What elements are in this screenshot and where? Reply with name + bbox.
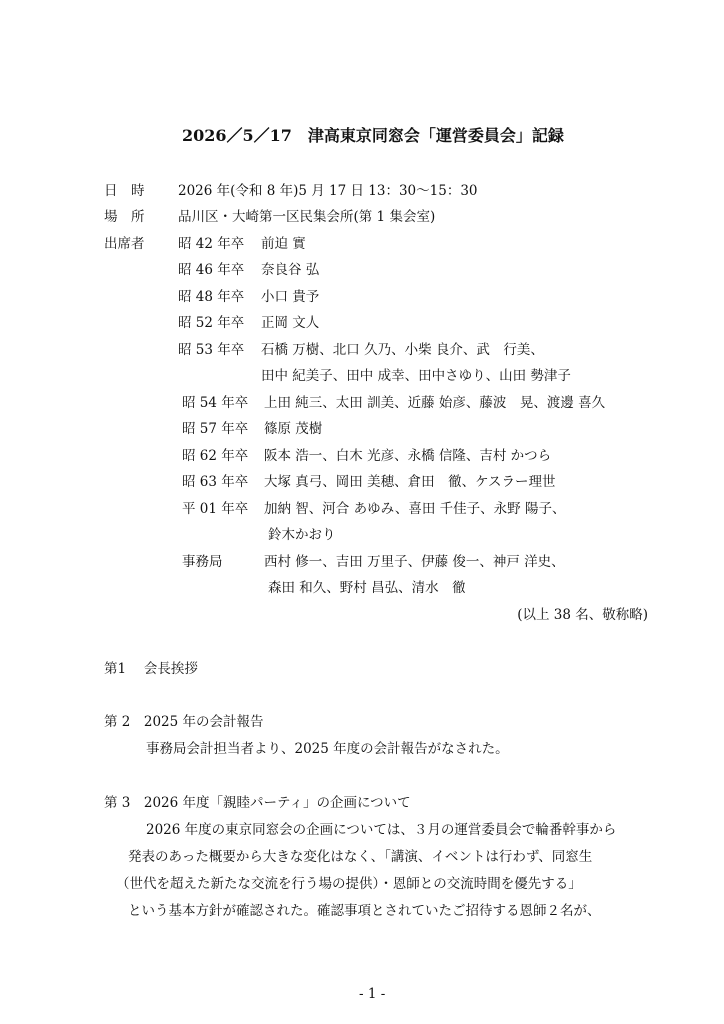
datetime-value: 2026 年(令和 8 年)5 月 17 日 13：30～15：30 [178, 183, 478, 199]
attendee-year: 平 01 年卒 [182, 501, 249, 517]
attendees-label: 出席者 [104, 236, 145, 252]
attendee-names-continued: 鈴木かおり [268, 527, 336, 543]
section-body-line: という基本方針が確認された。確認事項とされていたご招待する恩師２名が、 [128, 903, 601, 919]
datetime-label: 日 時 [104, 183, 145, 199]
section-heading: 第 3 2026 年度「親睦パーティ」の企画について [104, 795, 411, 811]
attendee-year: 昭 42 年卒 [178, 236, 245, 252]
attendee-names: 大塚 真弓、岡田 美穂、倉田 徹、ケスラー理世 [264, 474, 556, 490]
attendee-year: 昭 48 年卒 [178, 289, 245, 305]
section-body-line: 事務局会計担当者より、2025 年度の会計報告がなされた。 [146, 741, 509, 757]
attendee-year: 事務局 [182, 554, 223, 570]
attendee-names-continued: 田中 紀美子、田中 成幸、田中さゆり、山田 勢津子 [261, 368, 571, 384]
attendee-names: 奈良谷 弘 [261, 262, 320, 278]
page-number: - 1 - [359, 986, 386, 1002]
attendee-names: 加納 智、河合 あゆみ、喜田 千佳子、永野 陽子、 [264, 501, 566, 517]
attendee-names: 上田 純三、太田 訓美、近藤 始彦、藤波 晃、渡邊 喜久 [264, 395, 606, 411]
attendee-names: 正岡 文人 [261, 315, 320, 331]
section-body-line: （世代を超えた新たな交流を行う場の提供）・恩師との交流時間を優先する」 [116, 876, 582, 892]
attendee-year: 昭 57 年卒 [182, 421, 249, 437]
section-heading: 第1 会長挨拶 [104, 661, 198, 677]
attendee-year: 昭 52 年卒 [178, 315, 245, 331]
attendee-names: 西村 修一、吉田 万里子、伊藤 俊一、神戸 洋史、 [264, 554, 565, 570]
attendee-year: 昭 46 年卒 [178, 262, 245, 278]
attendee-names-continued: 森田 和久、野村 昌弘、清水 徹 [268, 580, 466, 596]
document-title: 2026／5／17 津高東京同窓会「運営委員会」記録 [182, 126, 564, 145]
attendee-names: 小口 貴予 [261, 289, 320, 305]
attendee-names: 篠原 茂樹 [264, 421, 323, 437]
attendee-year: 昭 53 年卒 [178, 342, 245, 358]
attendee-names: 阪本 浩一、白木 光彦、永橋 信隆、吉村 かつら [264, 448, 552, 464]
attendee-year: 昭 62 年卒 [182, 448, 249, 464]
attendee-names: 石橋 万樹、北口 久乃、小柴 良介、武 行美、 [261, 342, 544, 358]
section-body-line: 2026 年度の東京同窓会の企画については、３月の運営委員会で輪番幹事から [146, 822, 617, 838]
attendee-names: 前迫 實 [261, 236, 306, 252]
section-heading: 第 2 2025 年の会計報告 [104, 714, 264, 730]
attendee-year: 昭 63 年卒 [182, 474, 249, 490]
section-body-line: 発表のあった概要から大きな変化はなく、「講演、イベントは行わず、同窓生 [128, 849, 593, 865]
place-value: 品川区・大崎第一区民集会所(第 1 集会室) [178, 209, 436, 225]
attendee-year: 昭 54 年卒 [182, 395, 249, 411]
place-label: 場 所 [104, 209, 145, 225]
attendees-total: (以上 38 名、敬称略) [517, 607, 648, 623]
